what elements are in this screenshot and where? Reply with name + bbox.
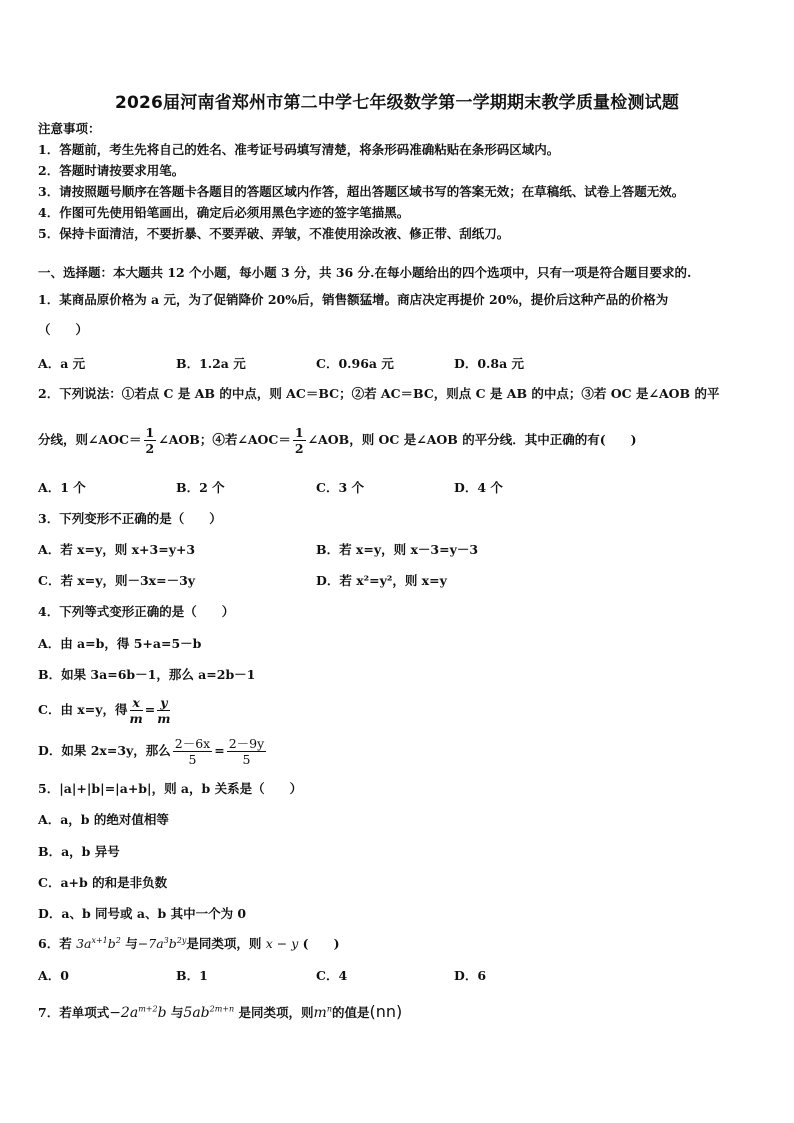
notice-item: 4．作图可先使用铅笔画出，确定后必须用黑色字迹的签字笔描黑。 (38, 205, 410, 220)
q6-term1-exp: x+1 (91, 935, 108, 945)
q6-term2-bexp: 2y (176, 935, 187, 945)
q7-pre: 7．若单项式 (38, 1005, 110, 1020)
q6-term1-base: 3a (76, 936, 92, 951)
q7-mid: 与 (170, 1005, 184, 1020)
fraction-numerator: 2－6x (174, 736, 211, 751)
q6-term2-exp: 3 (163, 935, 169, 945)
question-5-stem: 5．|a|+|b|=|a+b|，则 a，b 关系是（ ） (38, 781, 303, 796)
fraction-numerator: 1 (145, 425, 155, 440)
q4-option-a: A．由 a=b，得 5+a=5－b (38, 636, 202, 651)
q5-option-a: A．a，b 的绝对值相等 (38, 812, 169, 827)
q1-option-b: B．1.2a 元 (176, 356, 246, 371)
fraction-denominator: 2 (145, 441, 155, 456)
q4-c-fraction-2 (157, 695, 170, 726)
q2-text-b: ∠AOB；④若∠AOC＝ (158, 432, 291, 447)
q7-term2-exp: 2m+n (209, 1004, 235, 1014)
q3-option-b: B．若 x=y，则 x－3=y－3 (316, 542, 479, 557)
q6-term2-b: b (168, 936, 177, 951)
q6-mid: 与 (125, 936, 138, 951)
q6-term-1 (76, 936, 121, 951)
question-2-line1: 2．下列说法：①若点 C 是 AB 的中点，则 AC＝BC；②若 AC＝BC，则点 C 是 AB 的中点；③若 OC 是∠AOB 的平 (38, 386, 720, 401)
q2-option-d: D．4 个 (454, 480, 503, 495)
q7-term3-exp: n (326, 1004, 332, 1014)
q7-term1-b: b (157, 1005, 167, 1021)
question-1-paren: （ ） (38, 322, 89, 337)
q2-fraction-1 (144, 425, 157, 456)
q4-option-c (38, 693, 172, 727)
notice-heading: 注意事项： (38, 121, 101, 136)
q7-post: 是同类项，则 (238, 1005, 314, 1020)
q1-option-d: D．0.8a 元 (454, 356, 525, 371)
q2-text-c: ∠AOB，则 OC 是∠AOB 的平分线．其中正确的有( ) (307, 432, 637, 447)
fraction-denominator: 5 (188, 752, 197, 767)
question-3-stem: 3．下列变形不正确的是（ ） (38, 511, 222, 526)
q7-term-2 (183, 1005, 234, 1021)
q6-term1-b: b (107, 936, 116, 951)
q1-option-c: C．0.96a 元 (316, 356, 394, 371)
q6-term2-base: −7a (137, 936, 164, 951)
q7-term-3 (314, 1005, 332, 1021)
fraction-numerator: 2－9y (228, 736, 265, 751)
question-6-stem (38, 936, 340, 952)
q2-option-b: B．2 个 (176, 480, 225, 495)
q4-c-text: C．由 x=y，得 (38, 702, 128, 717)
q6-option-d: D．6 (454, 968, 487, 983)
q4-d-text: D．如果 2x=3y，那么 (38, 743, 171, 758)
q5-option-b: B．a，b 异号 (38, 844, 120, 859)
q7-term-1 (109, 1005, 166, 1021)
q6-expression: x − y (265, 936, 299, 951)
q3-option-c: C．若 x=y，则－3x=－3y (38, 573, 196, 588)
fraction-denominator: 5 (242, 752, 251, 767)
equals-sign: = (144, 702, 156, 717)
q6-paren: ( ) (302, 936, 340, 951)
q4-d-fraction-2 (227, 736, 266, 767)
q5-option-d: D．a、b 同号或 a、b 其中一个为 0 (38, 906, 247, 921)
notice-item: 3．请按照题号顺序在答题卡各题目的答题区域内作答，超出答题区域书写的答案无效；在草稿纸、试卷上答题无效。 (38, 184, 685, 199)
equals-sign: = (214, 743, 225, 758)
fraction-numerator: 1 (294, 425, 304, 440)
q7-post2: 的值是 (331, 1005, 370, 1020)
q6-term-2 (138, 936, 187, 951)
q4-c-fraction-1 (130, 695, 143, 726)
q2-text-a: 分线，则∠AOC＝ (38, 432, 142, 447)
question-7-stem (38, 1004, 402, 1021)
q4-d-fraction-1 (173, 736, 212, 767)
q2-fraction-2 (293, 425, 306, 456)
q6-term1-bexp: 2 (115, 935, 121, 945)
q6-pre: 6．若 (38, 936, 72, 951)
section-heading: 一、选择题：本大题共 12 个小题，每小题 3 分，共 36 分.在每小题给出的四个选项中，只有一项是符合题目要求的. (38, 265, 692, 280)
fraction-denominator: m (129, 711, 143, 726)
q7-term2-base: 5ab (183, 1005, 210, 1021)
q3-option-a: A．若 x=y，则 x+3=y+3 (38, 542, 196, 557)
fraction-denominator: m (157, 711, 171, 726)
page-title: 2026届河南省郑州市第二中学七年级数学第一学期期末教学质量检测试题 (114, 93, 680, 113)
notice-item: 2．答题时请按要求用笔。 (38, 163, 185, 178)
q5-option-c: C．a+b 的和是非负数 (38, 875, 168, 890)
q6-option-b: B．1 (176, 968, 208, 983)
q7-term1-exp: m+2 (138, 1004, 158, 1014)
q1-option-a: A．a 元 (38, 356, 86, 371)
q2-option-c: C．3 个 (316, 480, 364, 495)
q6-option-a: A．0 (38, 968, 69, 983)
q7-term1-base: −2a (109, 1005, 139, 1021)
q3-option-d: D．若 x²=y²，则 x=y (316, 573, 447, 588)
q2-option-a: A．1 个 (38, 480, 86, 495)
q7-term3-base: m (313, 1005, 327, 1021)
q6-option-c: C．4 (316, 968, 348, 983)
question-1-stem: 1．某商品原价格为 a 元，为了促销降价 20%后，销售额猛增。商店决定再提价 20%，提价后这种产品的价格为 (38, 292, 669, 307)
question-4-stem: 4．下列等式变形正确的是（ ） (38, 604, 235, 619)
q7-tail: (nn) (369, 1002, 403, 1021)
notice-item: 1．答题前，考生先将自己的姓名、准考证号码填写清楚，将条形码准确粘贴在条形码区域内。 (38, 142, 560, 157)
notice-item: 5．保持卡面清洁，不要折暴、不要弄破、弄皱，不准使用涂改液、修正带、刮纸刀。 (38, 226, 510, 241)
fraction-numerator: y (157, 695, 170, 711)
question-2-line2 (38, 423, 637, 457)
q4-option-b: B．如果 3a=6b－1，那么 a=2b－1 (38, 667, 256, 682)
fraction-numerator: x (130, 695, 143, 711)
q4-option-d (38, 734, 268, 768)
fraction-denominator: 2 (294, 441, 304, 456)
q6-post: 是同类项，则 (186, 936, 262, 951)
